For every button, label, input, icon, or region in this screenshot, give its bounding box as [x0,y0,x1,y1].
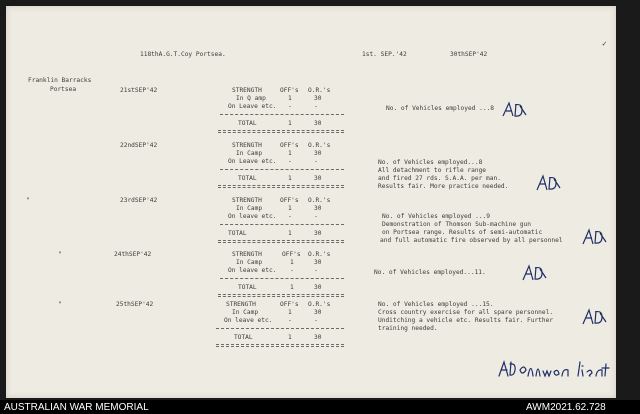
ors-header: O.R.'s [308,197,331,204]
initials-signature [520,262,548,284]
strength-label: STRENGTH [232,197,262,204]
strength-label: STRENGTH [232,87,262,94]
in-camp-label: In Camp [236,150,263,157]
ors-total: 30 [314,284,322,291]
total-label: TOTAL [234,334,253,341]
offs-on-leave: - [288,317,292,324]
offs-in-camp: 1 [288,309,292,316]
remark-line: and fired 27 rds. S.A.A. per man. [378,175,501,182]
entry-date: 25thSEP'42 [116,301,154,308]
divider [218,185,344,186]
remark-line: on Portsea range. Results of semi-automatic [382,229,543,236]
initials-signature [534,172,562,194]
remark-line: No. of Vehicles employed ...8 [386,105,495,112]
corner-mark: ✓ [602,39,607,48]
divider [220,169,344,170]
divider [218,132,344,133]
location-line2: Portsea [50,86,77,93]
on-leave-label: On leave etc. [228,267,277,274]
ors-total: 30 [314,120,322,127]
offs-header: OFF's [280,142,299,149]
unit-heading: 118thA.G.T.Coy Portsea. [140,51,226,58]
divider [220,224,344,225]
remark-line: All detachment to rifle range [378,167,487,174]
divider [218,296,344,297]
offs-total: 1 [288,334,292,341]
ors-on-leave: - [314,267,318,274]
remark-line: No. of Vehicles employed...11. [374,269,486,276]
in-camp-label: In Camp [236,259,263,266]
offs-on-leave: - [290,267,294,274]
total-label: TOTAL [238,284,257,291]
divider [220,278,344,279]
remark-line: No. of Vehicles employed ...15. [378,301,494,308]
period-start: 1st. SEP.'42 [362,51,407,58]
remark-line: training needed. [378,325,438,332]
ors-total: 30 [314,175,322,182]
remark-line: No. of Vehicles employed...8 [378,159,483,166]
divider [218,187,344,188]
footer-accession-number: AWM2021.62.728 [526,402,606,413]
in-camp-label: In Q amp [236,95,266,102]
divider [218,130,344,131]
ors-in-camp: 30 [314,259,322,266]
offs-in-camp: 1 [288,150,292,157]
offs-in-camp: 1 [288,95,292,102]
offs-header: OFF's [280,87,299,94]
offs-in-camp: 1 [290,259,294,266]
strength-label: STRENGTH [232,251,262,258]
entry-date: 24thSEP'42 [114,251,152,258]
offs-header: OFF's [280,301,299,308]
entry-date: 23rdSEP'42 [120,197,158,204]
remark-line: and full automatic fire observed by all personnel [380,237,563,244]
archive-footer [0,400,640,414]
ors-in-camp: 30 [314,205,322,212]
remark-line: Unditching a vehicle etc. Results fair. Further [378,317,554,324]
offs-on-leave: - [288,103,292,110]
ors-on-leave: - [314,317,318,324]
entry-date: 21stSEP'42 [120,87,158,94]
entry-date: 22ndSEP'42 [120,142,158,149]
remark-line: Cross country exercise for all spare personnel. [378,309,554,316]
offs-header: OFF's [282,251,301,258]
remark-line: Demonstration of Thomson Sub-machine gun [382,221,532,228]
offs-header: OFF's [280,197,299,204]
divider [218,242,344,243]
strength-label: STRENGTH [226,301,256,308]
initials-signature [580,306,608,328]
total-label: TOTAL [228,230,247,237]
initials-signature [580,226,608,248]
ors-on-leave: - [314,213,318,220]
bullet-mark: " [26,197,30,204]
ors-in-camp: 30 [314,309,322,316]
divider [218,240,344,241]
total-label: TOTAL [238,175,257,182]
offs-total: 1 [288,120,292,127]
period-end: 30thSEP'42 [450,51,488,58]
in-camp-label: In Camp [232,309,259,316]
initials-signature [500,100,528,120]
ors-in-camp: 30 [314,95,322,102]
on-leave-label: On Leave etc. [228,103,277,110]
strength-label: STRENGTH [232,142,262,149]
ors-header: O.R.'s [308,301,331,308]
ors-on-leave: - [314,103,318,110]
location-line1: Franklin Barracks [28,77,92,84]
on-leave-label: On leave etc. [228,213,277,220]
ors-header: O.R.'s [308,87,331,94]
ors-header: O.R.'s [308,251,331,258]
offs-total: 1 [288,230,292,237]
divider [216,344,344,345]
offs-on-leave: - [288,158,292,165]
divider [220,114,344,115]
ors-total: 30 [314,230,322,237]
officer-signature [496,356,612,382]
offs-in-camp: 1 [288,205,292,212]
on-leave-label: On Leave etc. [228,158,277,165]
total-label: TOTAL [238,120,257,127]
offs-total: 1 [290,284,294,291]
divider [218,294,344,295]
ors-total: 30 [314,334,322,341]
divider [216,328,344,329]
remark-line: No. of Vehicles employed ...9 [382,213,491,220]
ors-header: O.R.'s [308,142,331,149]
document-page [6,6,616,398]
footer-institution: AUSTRALIAN WAR MEMORIAL [4,402,149,413]
offs-on-leave: - [288,213,292,220]
ors-in-camp: 30 [314,150,322,157]
on-leave-label: On leave etc. [224,317,273,324]
remark-line: Results fair. More practice needed. [378,183,509,190]
offs-total: 1 [288,175,292,182]
divider [216,346,344,347]
in-camp-label: In Camp [236,205,263,212]
bullet-mark: " [58,301,62,308]
bullet-mark: " [58,251,62,258]
ors-on-leave: - [314,158,318,165]
